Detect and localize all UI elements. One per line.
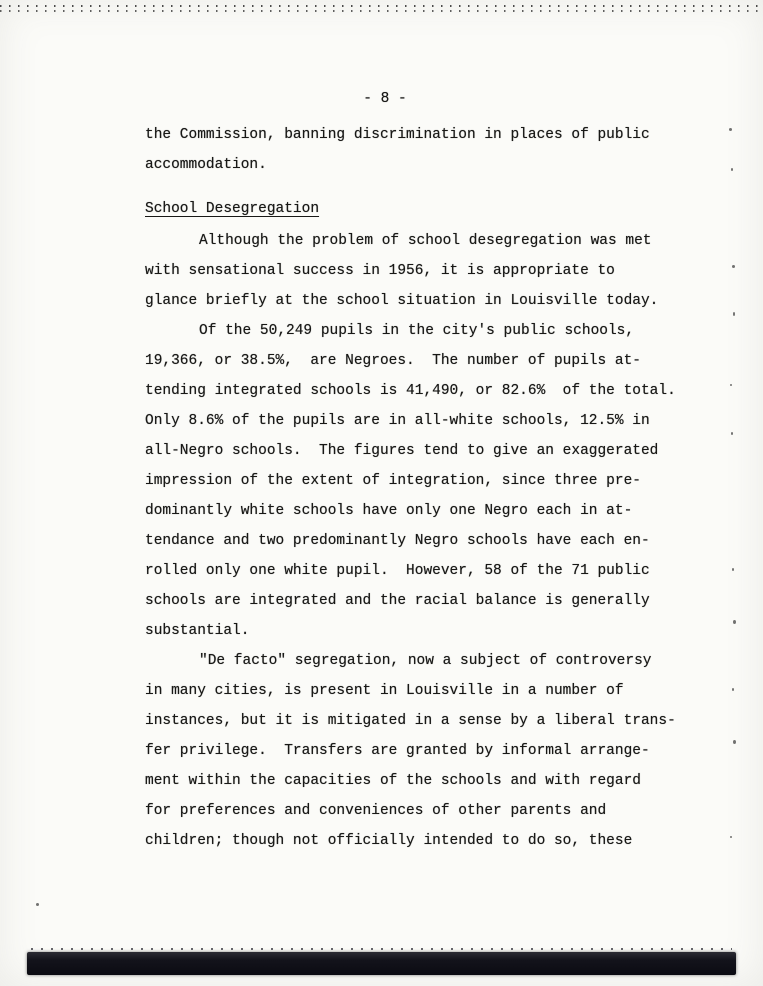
- scan-speck: [732, 568, 734, 571]
- text-line: schools are integrated and the racial balance is generally: [145, 593, 650, 609]
- text-line: glance briefly at the school situation in Louisville today.: [145, 293, 659, 309]
- document-body: [145, 120, 701, 856]
- scan-speck: [733, 620, 736, 624]
- text-line: the Commission, banning discrimination in places of public: [145, 127, 650, 143]
- scan-artifact-dotted-line: [0, 10, 763, 12]
- section-heading: School Desegregation: [145, 201, 320, 217]
- scan-speck: [731, 168, 733, 171]
- text-line: fer privilege. Transfers are granted by informal arrange-: [145, 743, 650, 759]
- text-line: tending integrated schools is 41,490, or 82.6% of the total.: [145, 383, 676, 399]
- text-line: rolled only one white pupil. However, 58 of the 71 public: [145, 563, 650, 579]
- scan-speck: [730, 836, 732, 838]
- text-line: substantial.: [145, 623, 250, 639]
- scan-speck: [733, 312, 735, 316]
- scan-speck: [733, 740, 736, 744]
- text-line: 19,366, or 38.5%, are Negroes. The number of pupils at-: [145, 353, 641, 369]
- scan-speck: [731, 432, 733, 435]
- text-line: in many cities, is present in Louisville in a number of: [145, 683, 624, 699]
- text-line: ment within the capacities of the schools and with regard: [145, 773, 641, 789]
- text-line: Although the problem of school desegregation was met: [199, 233, 652, 249]
- text-line: tendance and two predominantly Negro schools have each en-: [145, 533, 650, 549]
- text-line: with sensational success in 1956, it is appropriate to: [145, 263, 615, 279]
- text-line: instances, but it is mitigated in a sense by a liberal trans-: [145, 713, 676, 729]
- text-line: Only 8.6% of the pupils are in all-white schools, 12.5% in: [145, 413, 650, 429]
- scan-speck: [36, 903, 39, 906]
- text-line: impression of the extent of integration, since three pre-: [145, 473, 641, 489]
- text-line: "De facto" segregation, now a subject of controversy: [199, 653, 652, 669]
- scan-speck: [729, 128, 732, 131]
- text-line: children; though not officially intended to do so, these: [145, 833, 633, 849]
- document-text-block: [145, 84, 701, 856]
- text-line: dominantly white schools have only one Negro each in at-: [145, 503, 633, 519]
- page-number: - 8 -: [363, 91, 407, 107]
- text-line: all-Negro schools. The figures tend to give an exaggerated: [145, 443, 659, 459]
- scan-speck: [732, 265, 735, 268]
- scan-artifact-bottom-bar: [27, 952, 736, 975]
- scan-speck: [730, 384, 732, 386]
- text-line: Of the 50,249 pupils in the city's public schools,: [199, 323, 635, 339]
- scan-artifact-dotted-line: [0, 5, 763, 7]
- scan-speck: [732, 688, 734, 691]
- text-line: for preferences and conveniences of other parents and: [145, 803, 607, 819]
- text-line: accommodation.: [145, 157, 267, 173]
